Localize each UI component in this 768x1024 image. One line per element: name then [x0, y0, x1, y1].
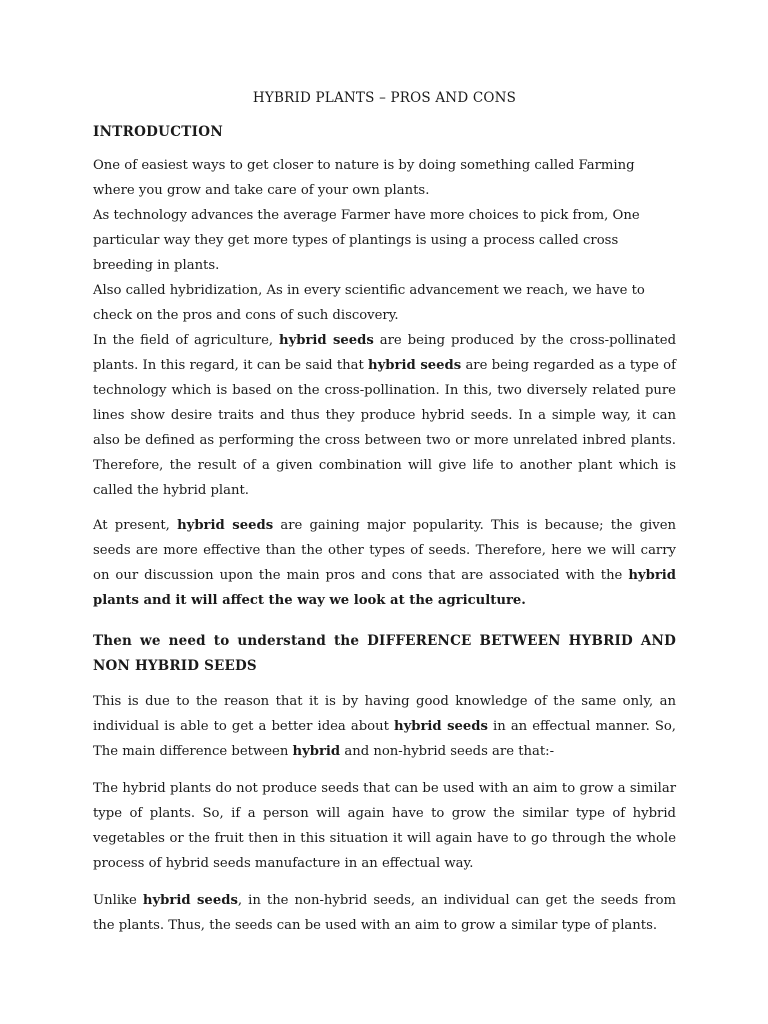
paragraph-farming: One of easiest ways to get closer to nature is by doing something called Farming where you grow and take care of your own plants.: [93, 158, 635, 198]
bold-term: hybrid seeds: [142, 893, 238, 908]
text-run: In the field of agriculture,: [93, 333, 279, 348]
text-run: in an effectual manner. So, The main difference between: [93, 719, 677, 759]
bold-term: hybrid seeds: [393, 719, 488, 734]
text-run: At present,: [93, 518, 178, 533]
text-run: are being produced by the cross-pollinated plants. In this regard, it can be said that: [93, 333, 677, 373]
paragraph-technology: As technology advances the average Farmer have more choices to pick from, One particular way they get more types of plantings is using a process called cross breeding in plants.: [93, 208, 640, 273]
bold-term: hybrid seeds: [368, 358, 462, 373]
difference-heading: Then we need to understand the DIFFERENCE BETWEEN HYBRID AND NON HYBRID SEEDS: [93, 633, 676, 674]
paragraph-popularity: [93, 513, 676, 613]
paragraph-agriculture: [93, 328, 676, 503]
text-run: are gaining major popularity. This is because; the given seeds are more effective than the other types of seeds. Therefore, here we will carry on our discussion upon the main pros and cons that are associated with the: [93, 518, 676, 583]
text-run: , in the non-hybrid seeds, an individual can get the seeds from the plants. Thus, the seeds can be used with an aim to grow a similar type of plants.: [93, 893, 677, 933]
text-run: and non-hybrid seeds are that:-: [340, 744, 555, 759]
document-title: HYBRID PLANTS – PROS AND CONS: [252, 90, 517, 106]
bold-term: hybrid: [292, 744, 341, 759]
text-run: are being regarded as a type of technology which is based on the cross-pollination. In this, two diversely related pure lines show desire traits and thus they produce hybrid seeds. In a simple way, it can also be defined as performing the cross between two or more unrelated inbred plants. Therefore, the result of a given combination will give life to another plant which is called the hybrid plant.: [93, 358, 676, 498]
text-run: This is due to the reason that it is by having good knowledge of the same only, an individual is able to get a better idea about: [93, 694, 676, 734]
paragraph-non-hybrid: [93, 888, 676, 938]
bold-term: hybrid seeds: [279, 333, 374, 348]
text-run: Unlike: [93, 893, 143, 908]
bold-term: hybrid seeds: [177, 518, 274, 533]
paragraph-hybridization: Also called hybridization, As in every scientific advancement we reach, we have to check on the pros and cons of such discovery.: [93, 283, 645, 323]
paragraph-hybrid-plants: The hybrid plants do not produce seeds that can be used with an aim to grow a similar type of plants. So, if a person will again have to grow the similar type of hybrid vegetables or the fruit then in this situation it will again have to go through the whole process of hybrid seeds manufacture in an effectual way.: [93, 781, 676, 871]
introduction-heading: INTRODUCTION: [93, 124, 223, 140]
bold-term: hybrid plants and it will affect the way we look at the agriculture.: [93, 568, 676, 608]
paragraph-knowledge: [93, 689, 676, 764]
